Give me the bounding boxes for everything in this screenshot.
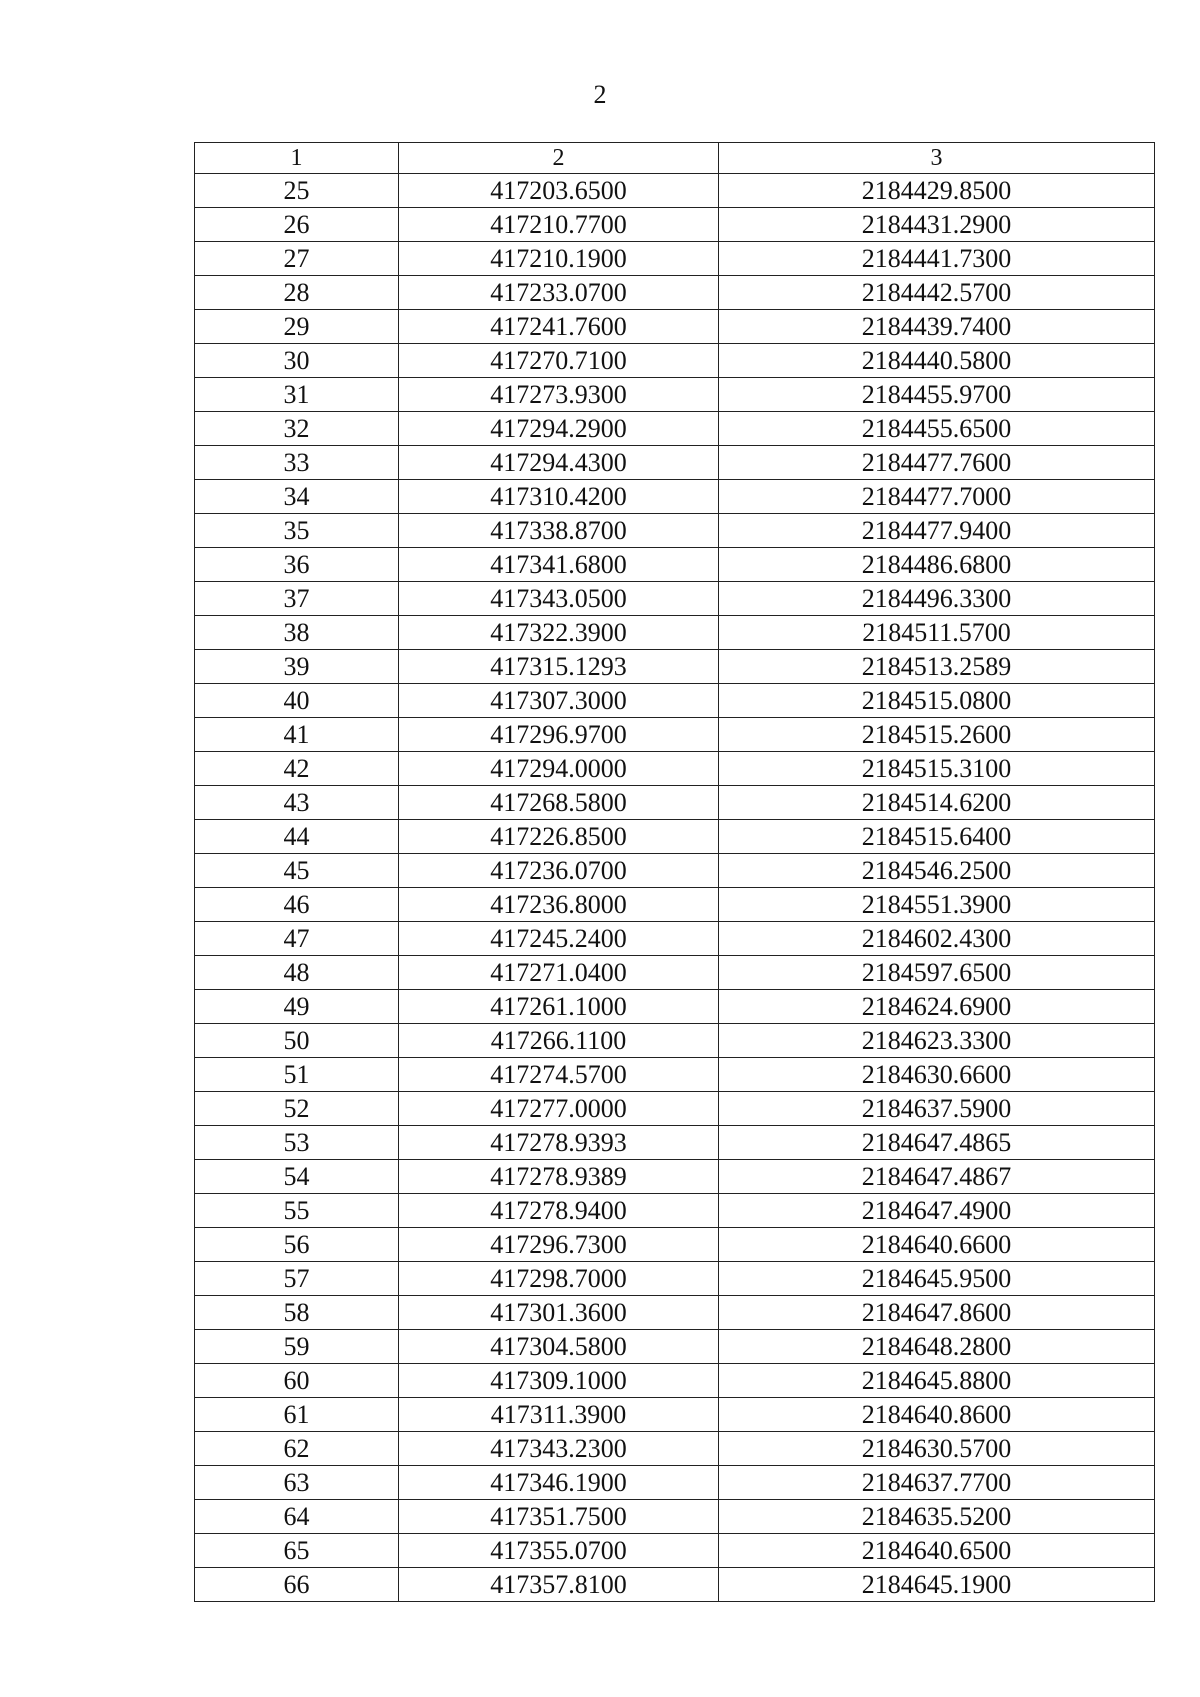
coordinate-y-cell: 2184440.5800 xyxy=(719,344,1155,378)
coordinate-x-cell: 417210.7700 xyxy=(399,208,719,242)
point-number-cell: 47 xyxy=(195,922,399,956)
table-row xyxy=(195,1160,1155,1194)
point-number-cell: 54 xyxy=(195,1160,399,1194)
table-row xyxy=(195,344,1155,378)
point-number-cell: 33 xyxy=(195,446,399,480)
coordinate-x-cell: 417210.1900 xyxy=(399,242,719,276)
point-number-cell: 60 xyxy=(195,1364,399,1398)
point-number-cell: 39 xyxy=(195,650,399,684)
coordinate-x-cell: 417236.0700 xyxy=(399,854,719,888)
point-number-cell: 66 xyxy=(195,1568,399,1602)
coordinate-x-cell: 417296.9700 xyxy=(399,718,719,752)
table-row xyxy=(195,956,1155,990)
point-number-cell: 59 xyxy=(195,1330,399,1364)
coordinate-x-cell: 417278.9400 xyxy=(399,1194,719,1228)
point-number-cell: 31 xyxy=(195,378,399,412)
table-row xyxy=(195,616,1155,650)
coordinate-y-cell: 2184637.5900 xyxy=(719,1092,1155,1126)
table-row xyxy=(195,684,1155,718)
point-number-cell: 34 xyxy=(195,480,399,514)
coordinate-y-cell: 2184645.8800 xyxy=(719,1364,1155,1398)
table-row xyxy=(195,1262,1155,1296)
coordinate-x-cell: 417277.0000 xyxy=(399,1092,719,1126)
point-number-cell: 48 xyxy=(195,956,399,990)
point-number-cell: 50 xyxy=(195,1024,399,1058)
coordinate-x-cell: 417343.0500 xyxy=(399,582,719,616)
point-number-cell: 45 xyxy=(195,854,399,888)
table-row xyxy=(195,480,1155,514)
table-row xyxy=(195,310,1155,344)
coordinate-y-cell: 2184439.7400 xyxy=(719,310,1155,344)
point-number-cell: 65 xyxy=(195,1534,399,1568)
column-header-2: 2 xyxy=(399,143,719,174)
coordinate-y-cell: 2184431.2900 xyxy=(719,208,1155,242)
page-number: 2 xyxy=(593,80,607,109)
coordinate-x-cell: 417301.3600 xyxy=(399,1296,719,1330)
point-number-cell: 63 xyxy=(195,1466,399,1500)
coordinate-y-cell: 2184477.7600 xyxy=(719,446,1155,480)
coordinate-y-cell: 2184515.6400 xyxy=(719,820,1155,854)
coordinate-y-cell: 2184640.6600 xyxy=(719,1228,1155,1262)
table-row xyxy=(195,1126,1155,1160)
point-number-cell: 41 xyxy=(195,718,399,752)
table-row xyxy=(195,242,1155,276)
coordinates-table xyxy=(194,142,1155,1602)
point-number-cell: 42 xyxy=(195,752,399,786)
coordinate-y-cell: 2184551.3900 xyxy=(719,888,1155,922)
table-row xyxy=(195,208,1155,242)
point-number-cell: 27 xyxy=(195,242,399,276)
coordinate-y-cell: 2184496.3300 xyxy=(719,582,1155,616)
coordinate-x-cell: 417294.4300 xyxy=(399,446,719,480)
coordinate-x-cell: 417309.1000 xyxy=(399,1364,719,1398)
point-number-cell: 38 xyxy=(195,616,399,650)
table-row xyxy=(195,888,1155,922)
coordinate-x-cell: 417241.7600 xyxy=(399,310,719,344)
coordinate-y-cell: 2184441.7300 xyxy=(719,242,1155,276)
coordinate-x-cell: 417270.7100 xyxy=(399,344,719,378)
coordinate-y-cell: 2184597.6500 xyxy=(719,956,1155,990)
table-row xyxy=(195,412,1155,446)
coordinate-x-cell: 417278.9393 xyxy=(399,1126,719,1160)
coordinate-x-cell: 417268.5800 xyxy=(399,786,719,820)
point-number-cell: 40 xyxy=(195,684,399,718)
coordinate-y-cell: 2184477.9400 xyxy=(719,514,1155,548)
table-row xyxy=(195,1500,1155,1534)
point-number-cell: 44 xyxy=(195,820,399,854)
point-number-cell: 32 xyxy=(195,412,399,446)
point-number-cell: 56 xyxy=(195,1228,399,1262)
coordinate-x-cell: 417311.3900 xyxy=(399,1398,719,1432)
point-number-cell: 55 xyxy=(195,1194,399,1228)
coordinate-x-cell: 417294.0000 xyxy=(399,752,719,786)
coordinate-y-cell: 2184640.6500 xyxy=(719,1534,1155,1568)
table-row xyxy=(195,582,1155,616)
coordinate-x-cell: 417296.7300 xyxy=(399,1228,719,1262)
point-number-cell: 37 xyxy=(195,582,399,616)
point-number-cell: 53 xyxy=(195,1126,399,1160)
table-row xyxy=(195,548,1155,582)
table-row xyxy=(195,1364,1155,1398)
coordinate-y-cell: 2184546.2500 xyxy=(719,854,1155,888)
point-number-cell: 64 xyxy=(195,1500,399,1534)
coordinate-x-cell: 417226.8500 xyxy=(399,820,719,854)
coordinate-y-cell: 2184602.4300 xyxy=(719,922,1155,956)
point-number-cell: 62 xyxy=(195,1432,399,1466)
coordinate-x-cell: 417236.8000 xyxy=(399,888,719,922)
coordinate-x-cell: 417341.6800 xyxy=(399,548,719,582)
table-row xyxy=(195,650,1155,684)
coordinate-x-cell: 417355.0700 xyxy=(399,1534,719,1568)
point-number-cell: 49 xyxy=(195,990,399,1024)
table-row xyxy=(195,718,1155,752)
coordinate-y-cell: 2184637.7700 xyxy=(719,1466,1155,1500)
table-row xyxy=(195,1024,1155,1058)
table-row xyxy=(195,820,1155,854)
table-row xyxy=(195,276,1155,310)
coordinate-y-cell: 2184623.3300 xyxy=(719,1024,1155,1058)
coordinate-y-cell: 2184647.4865 xyxy=(719,1126,1155,1160)
table-row xyxy=(195,174,1155,208)
coordinate-x-cell: 417322.3900 xyxy=(399,616,719,650)
table-row xyxy=(195,378,1155,412)
table-row xyxy=(195,990,1155,1024)
table-row xyxy=(195,1058,1155,1092)
table-row xyxy=(195,752,1155,786)
point-number-cell: 26 xyxy=(195,208,399,242)
coordinate-y-cell: 2184486.6800 xyxy=(719,548,1155,582)
point-number-cell: 35 xyxy=(195,514,399,548)
point-number-cell: 46 xyxy=(195,888,399,922)
point-number-cell: 57 xyxy=(195,1262,399,1296)
point-number-cell: 61 xyxy=(195,1398,399,1432)
coordinate-x-cell: 417274.5700 xyxy=(399,1058,719,1092)
coordinate-y-cell: 2184630.5700 xyxy=(719,1432,1155,1466)
point-number-cell: 29 xyxy=(195,310,399,344)
table-row xyxy=(195,1330,1155,1364)
coordinate-y-cell: 2184630.6600 xyxy=(719,1058,1155,1092)
point-number-cell: 36 xyxy=(195,548,399,582)
table-row xyxy=(195,922,1155,956)
coordinate-y-cell: 2184647.8600 xyxy=(719,1296,1155,1330)
column-header-1: 1 xyxy=(195,143,399,174)
table-row xyxy=(195,1398,1155,1432)
table-header-row xyxy=(195,143,1155,174)
coordinate-x-cell: 417343.2300 xyxy=(399,1432,719,1466)
coordinate-x-cell: 417266.1100 xyxy=(399,1024,719,1058)
coordinate-y-cell: 2184455.6500 xyxy=(719,412,1155,446)
coordinate-y-cell: 2184515.0800 xyxy=(719,684,1155,718)
table-row xyxy=(195,446,1155,480)
point-number-cell: 58 xyxy=(195,1296,399,1330)
point-number-cell: 28 xyxy=(195,276,399,310)
coordinate-x-cell: 417304.5800 xyxy=(399,1330,719,1364)
coordinate-y-cell: 2184648.2800 xyxy=(719,1330,1155,1364)
coordinate-y-cell: 2184640.8600 xyxy=(719,1398,1155,1432)
coordinate-y-cell: 2184645.9500 xyxy=(719,1262,1155,1296)
coordinate-x-cell: 417245.2400 xyxy=(399,922,719,956)
column-header-3: 3 xyxy=(719,143,1155,174)
table-row xyxy=(195,514,1155,548)
coordinate-y-cell: 2184513.2589 xyxy=(719,650,1155,684)
coordinate-y-cell: 2184511.5700 xyxy=(719,616,1155,650)
coordinate-y-cell: 2184515.3100 xyxy=(719,752,1155,786)
point-number-cell: 25 xyxy=(195,174,399,208)
table-row xyxy=(195,854,1155,888)
coordinate-x-cell: 417233.0700 xyxy=(399,276,719,310)
table-row xyxy=(195,1534,1155,1568)
table-row xyxy=(195,1092,1155,1126)
table-row xyxy=(195,1432,1155,1466)
coordinate-x-cell: 417273.9300 xyxy=(399,378,719,412)
coordinate-y-cell: 2184429.8500 xyxy=(719,174,1155,208)
coordinate-x-cell: 417357.8100 xyxy=(399,1568,719,1602)
point-number-cell: 52 xyxy=(195,1092,399,1126)
coordinate-y-cell: 2184477.7000 xyxy=(719,480,1155,514)
table-body xyxy=(195,174,1155,1602)
coordinate-y-cell: 2184442.5700 xyxy=(719,276,1155,310)
coordinate-x-cell: 417203.6500 xyxy=(399,174,719,208)
coordinate-x-cell: 417278.9389 xyxy=(399,1160,719,1194)
coordinate-x-cell: 417271.0400 xyxy=(399,956,719,990)
coordinate-x-cell: 417294.2900 xyxy=(399,412,719,446)
coordinate-y-cell: 2184645.1900 xyxy=(719,1568,1155,1602)
coordinate-y-cell: 2184514.6200 xyxy=(719,786,1155,820)
table-row xyxy=(195,1194,1155,1228)
point-number-cell: 43 xyxy=(195,786,399,820)
coordinate-x-cell: 417338.8700 xyxy=(399,514,719,548)
point-number-cell: 51 xyxy=(195,1058,399,1092)
coordinate-y-cell: 2184647.4867 xyxy=(719,1160,1155,1194)
coordinate-y-cell: 2184647.4900 xyxy=(719,1194,1155,1228)
coordinate-x-cell: 417298.7000 xyxy=(399,1262,719,1296)
table-row xyxy=(195,1228,1155,1262)
coordinate-x-cell: 417310.4200 xyxy=(399,480,719,514)
point-number-cell: 30 xyxy=(195,344,399,378)
coordinate-x-cell: 417307.3000 xyxy=(399,684,719,718)
coordinate-y-cell: 2184515.2600 xyxy=(719,718,1155,752)
coordinate-x-cell: 417351.7500 xyxy=(399,1500,719,1534)
coordinate-x-cell: 417261.1000 xyxy=(399,990,719,1024)
coordinate-y-cell: 2184455.9700 xyxy=(719,378,1155,412)
table-row xyxy=(195,1296,1155,1330)
coordinate-x-cell: 417315.1293 xyxy=(399,650,719,684)
table-row xyxy=(195,786,1155,820)
coordinate-y-cell: 2184635.5200 xyxy=(719,1500,1155,1534)
coordinate-y-cell: 2184624.6900 xyxy=(719,990,1155,1024)
table-row xyxy=(195,1568,1155,1602)
coordinate-x-cell: 417346.1900 xyxy=(399,1466,719,1500)
table-row xyxy=(195,1466,1155,1500)
